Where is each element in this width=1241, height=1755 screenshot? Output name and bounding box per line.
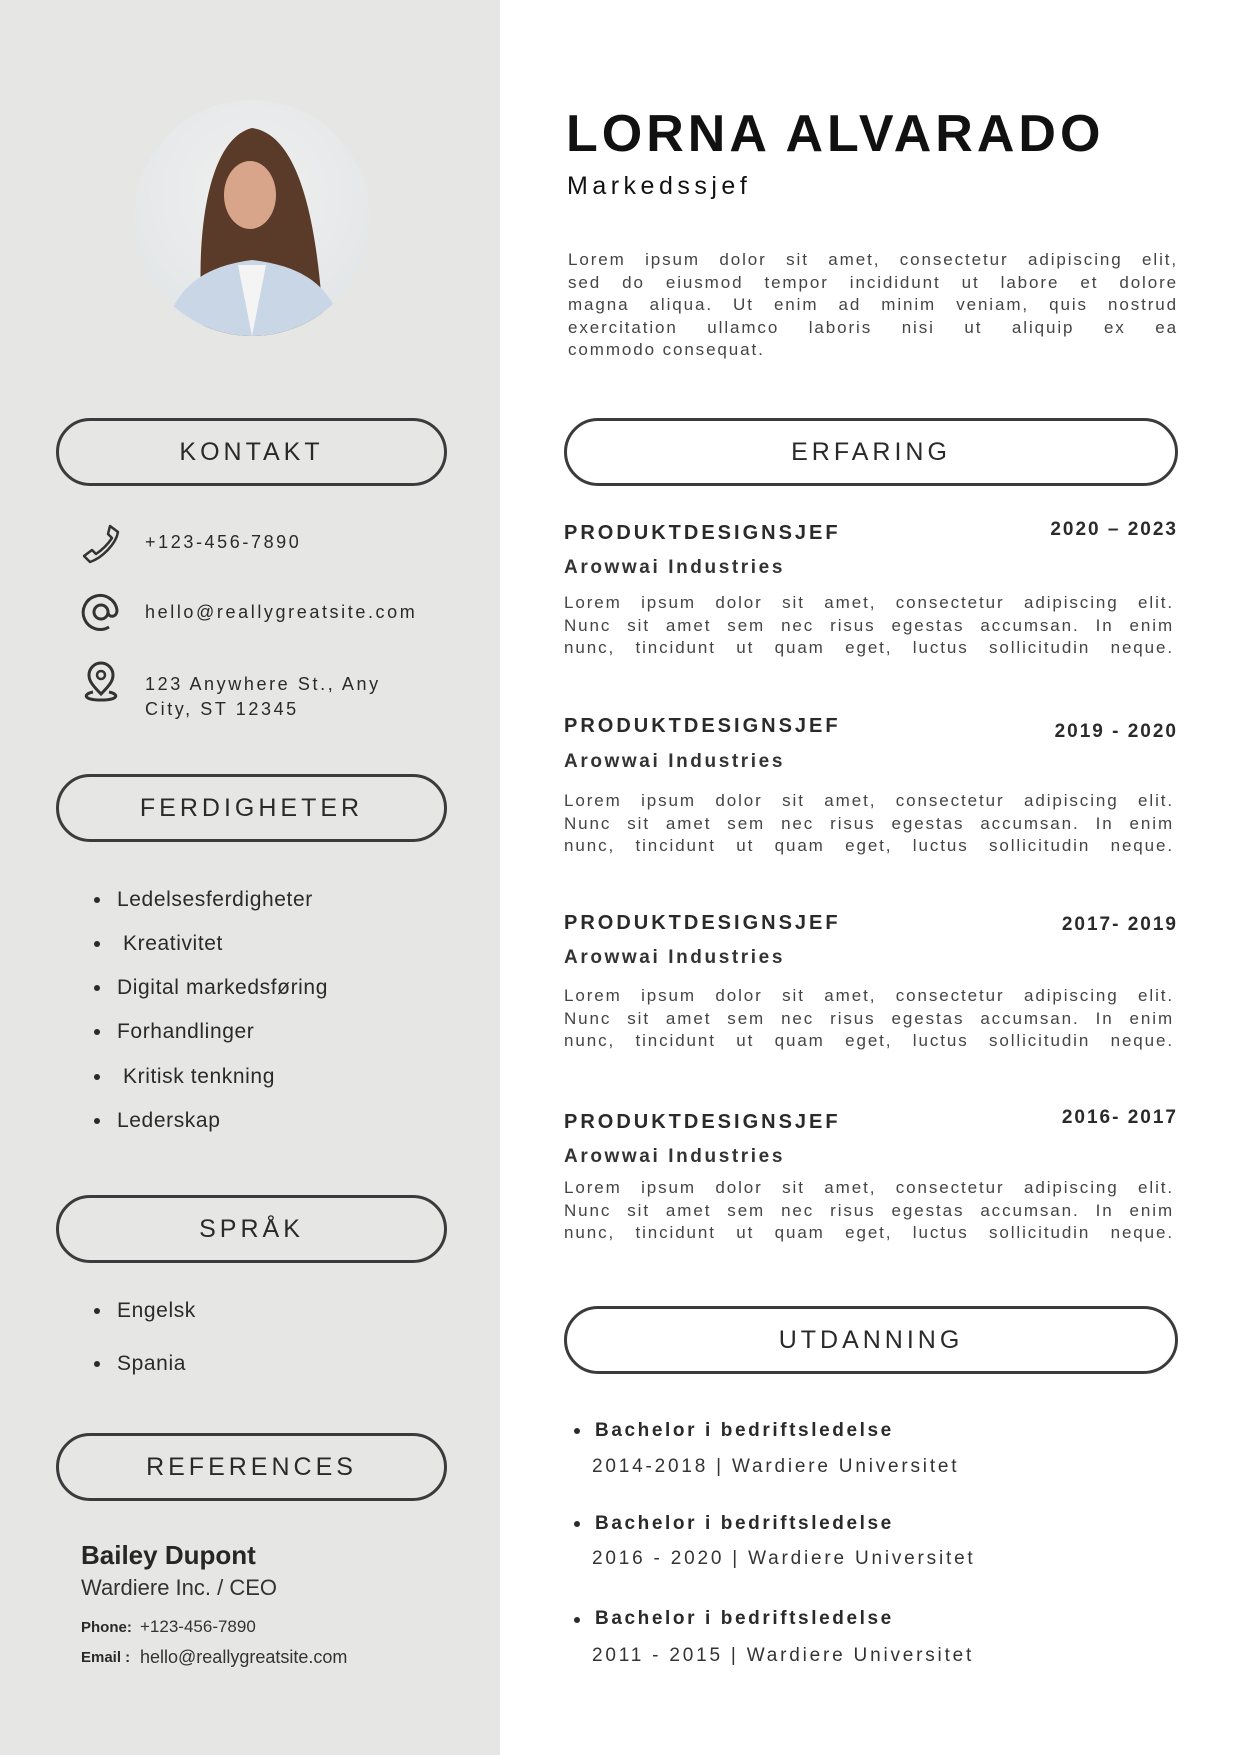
bullet — [574, 1521, 580, 1527]
desc-line: Nunc sit amet sem nec risus egestas accumsan. In enim — [564, 615, 1174, 635]
reference-email: hello@reallygreatsite.com — [140, 1647, 348, 1667]
education-degree: Bachelor i bedriftsledelse — [595, 1513, 894, 1534]
references-heading: REFERENCES — [56, 1433, 447, 1501]
language-item: Spania — [117, 1352, 186, 1375]
bullet — [94, 941, 100, 947]
contact-phone: +123-456-7890 — [145, 532, 302, 552]
education-detail: 2011 - 2015 | Wardiere Universitet — [592, 1645, 975, 1666]
desc-line: Nunc sit amet sem nec risus egestas accumsan. In enim — [564, 1200, 1174, 1220]
desc-line: nunc, tincidunt ut quam eget, luctus sollicitudin neque. — [564, 1223, 1174, 1242]
desc-line: Lorem ipsum dolor sit amet, consectetur adipiscing elit. — [564, 791, 1174, 810]
job-description — [564, 1177, 1174, 1245]
desc-line: nunc, tincidunt ut quam eget, luctus sollicitudin neque. — [564, 638, 1174, 657]
job-title: Markedssjef — [567, 172, 752, 200]
skill-item: Kreativitet — [123, 932, 223, 955]
job-description — [564, 985, 1174, 1053]
contact-heading: KONTAKT — [56, 418, 447, 486]
bullet — [574, 1428, 580, 1434]
desc-line: Nunc sit amet sem nec risus egestas accumsan. In enim — [564, 1008, 1174, 1028]
job-company: Arowwai Industries — [564, 557, 786, 578]
education-detail: 2016 - 2020 | Wardiere Universitet — [592, 1548, 976, 1569]
contact-address — [145, 672, 381, 722]
bullet — [94, 1029, 100, 1035]
job-description — [564, 592, 1174, 660]
summary-line: Lorem ipsum dolor sit amet, consectetur adipiscing elit, — [568, 250, 1178, 269]
person-portrait-icon — [134, 100, 370, 336]
education-degree: Bachelor i bedriftsledelse — [595, 1420, 894, 1441]
education-degree: Bachelor i bedriftsledelse — [595, 1608, 894, 1629]
reference-company: Wardiere Inc. / CEO — [81, 1575, 278, 1600]
summary-line: commodo consequat. — [568, 340, 765, 359]
contact-email: hello@reallygreatsite.com — [145, 602, 418, 622]
skill-item: Digital markedsføring — [117, 976, 328, 999]
bullet — [94, 1361, 100, 1367]
skill-item: Ledelsesferdigheter — [117, 888, 313, 911]
bullet — [94, 897, 100, 903]
desc-line: Lorem ipsum dolor sit amet, consectetur adipiscing elit. — [564, 593, 1174, 612]
skill-item: Lederskap — [117, 1109, 221, 1132]
reference-phone-label: Phone: — [81, 1619, 132, 1636]
profile-photo — [134, 100, 370, 336]
desc-line: nunc, tincidunt ut quam eget, luctus sollicitudin neque. — [564, 1031, 1174, 1050]
location-pin-icon — [79, 660, 123, 706]
bullet — [574, 1617, 580, 1623]
summary-line: sed do eiusmod tempor incididunt ut labore et dolore — [568, 272, 1178, 292]
job-title: PRODUKTDESIGNSJEF — [564, 715, 841, 737]
profile-summary — [568, 249, 1178, 362]
phone-icon — [80, 522, 124, 566]
experience-heading: ERFARING — [564, 418, 1178, 486]
job-dates: 2019 - 2020 — [1054, 721, 1178, 742]
skills-heading: FERDIGHETER — [56, 774, 447, 842]
address-line: 123 Anywhere St., Any — [145, 674, 381, 694]
desc-line: Lorem ipsum dolor sit amet, consectetur adipiscing elit. — [564, 986, 1174, 1005]
desc-line: nunc, tincidunt ut quam eget, luctus sollicitudin neque. — [564, 836, 1174, 855]
reference-name: Bailey Dupont — [81, 1540, 256, 1570]
job-dates: 2017- 2019 — [1061, 914, 1178, 935]
job-dates: 2020 – 2023 — [1050, 519, 1178, 540]
reference-email-label: Email : — [81, 1649, 131, 1666]
summary-line: magna aliqua. Ut enim ad minim veniam, quis nostrud — [568, 295, 1178, 314]
desc-line: Nunc sit amet sem nec risus egestas accumsan. In enim — [564, 813, 1174, 833]
bullet — [94, 1074, 100, 1080]
bullet — [94, 985, 100, 991]
languages-heading: SPRÅK — [56, 1195, 447, 1263]
education-heading: UTDANNING — [564, 1306, 1178, 1374]
job-company: Arowwai Industries — [564, 751, 786, 772]
desc-line: Lorem ipsum dolor sit amet, consectetur adipiscing elit. — [564, 1178, 1174, 1197]
language-item: Engelsk — [117, 1299, 196, 1322]
job-company: Arowwai Industries — [564, 947, 786, 968]
job-title: PRODUKTDESIGNSJEF — [564, 522, 841, 544]
address-line: City, ST 12345 — [145, 699, 299, 719]
skill-item: Kritisk tenkning — [123, 1065, 275, 1088]
skill-item: Forhandlinger — [117, 1020, 255, 1043]
summary-line: exercitation ullamco laboris nisi ut aliquip ex ea — [568, 317, 1178, 337]
job-description — [564, 790, 1174, 858]
candidate-name: LORNA ALVARADO — [566, 105, 1105, 163]
job-title: PRODUKTDESIGNSJEF — [564, 1111, 841, 1133]
education-detail: 2014-2018 | Wardiere Universitet — [592, 1456, 960, 1477]
bullet — [94, 1308, 100, 1314]
email-at-icon — [79, 590, 123, 634]
job-dates: 2016- 2017 — [1061, 1107, 1178, 1128]
job-title: PRODUKTDESIGNSJEF — [564, 912, 841, 934]
bullet — [94, 1118, 100, 1124]
job-company: Arowwai Industries — [564, 1146, 786, 1167]
reference-phone: +123-456-7890 — [140, 1617, 256, 1636]
